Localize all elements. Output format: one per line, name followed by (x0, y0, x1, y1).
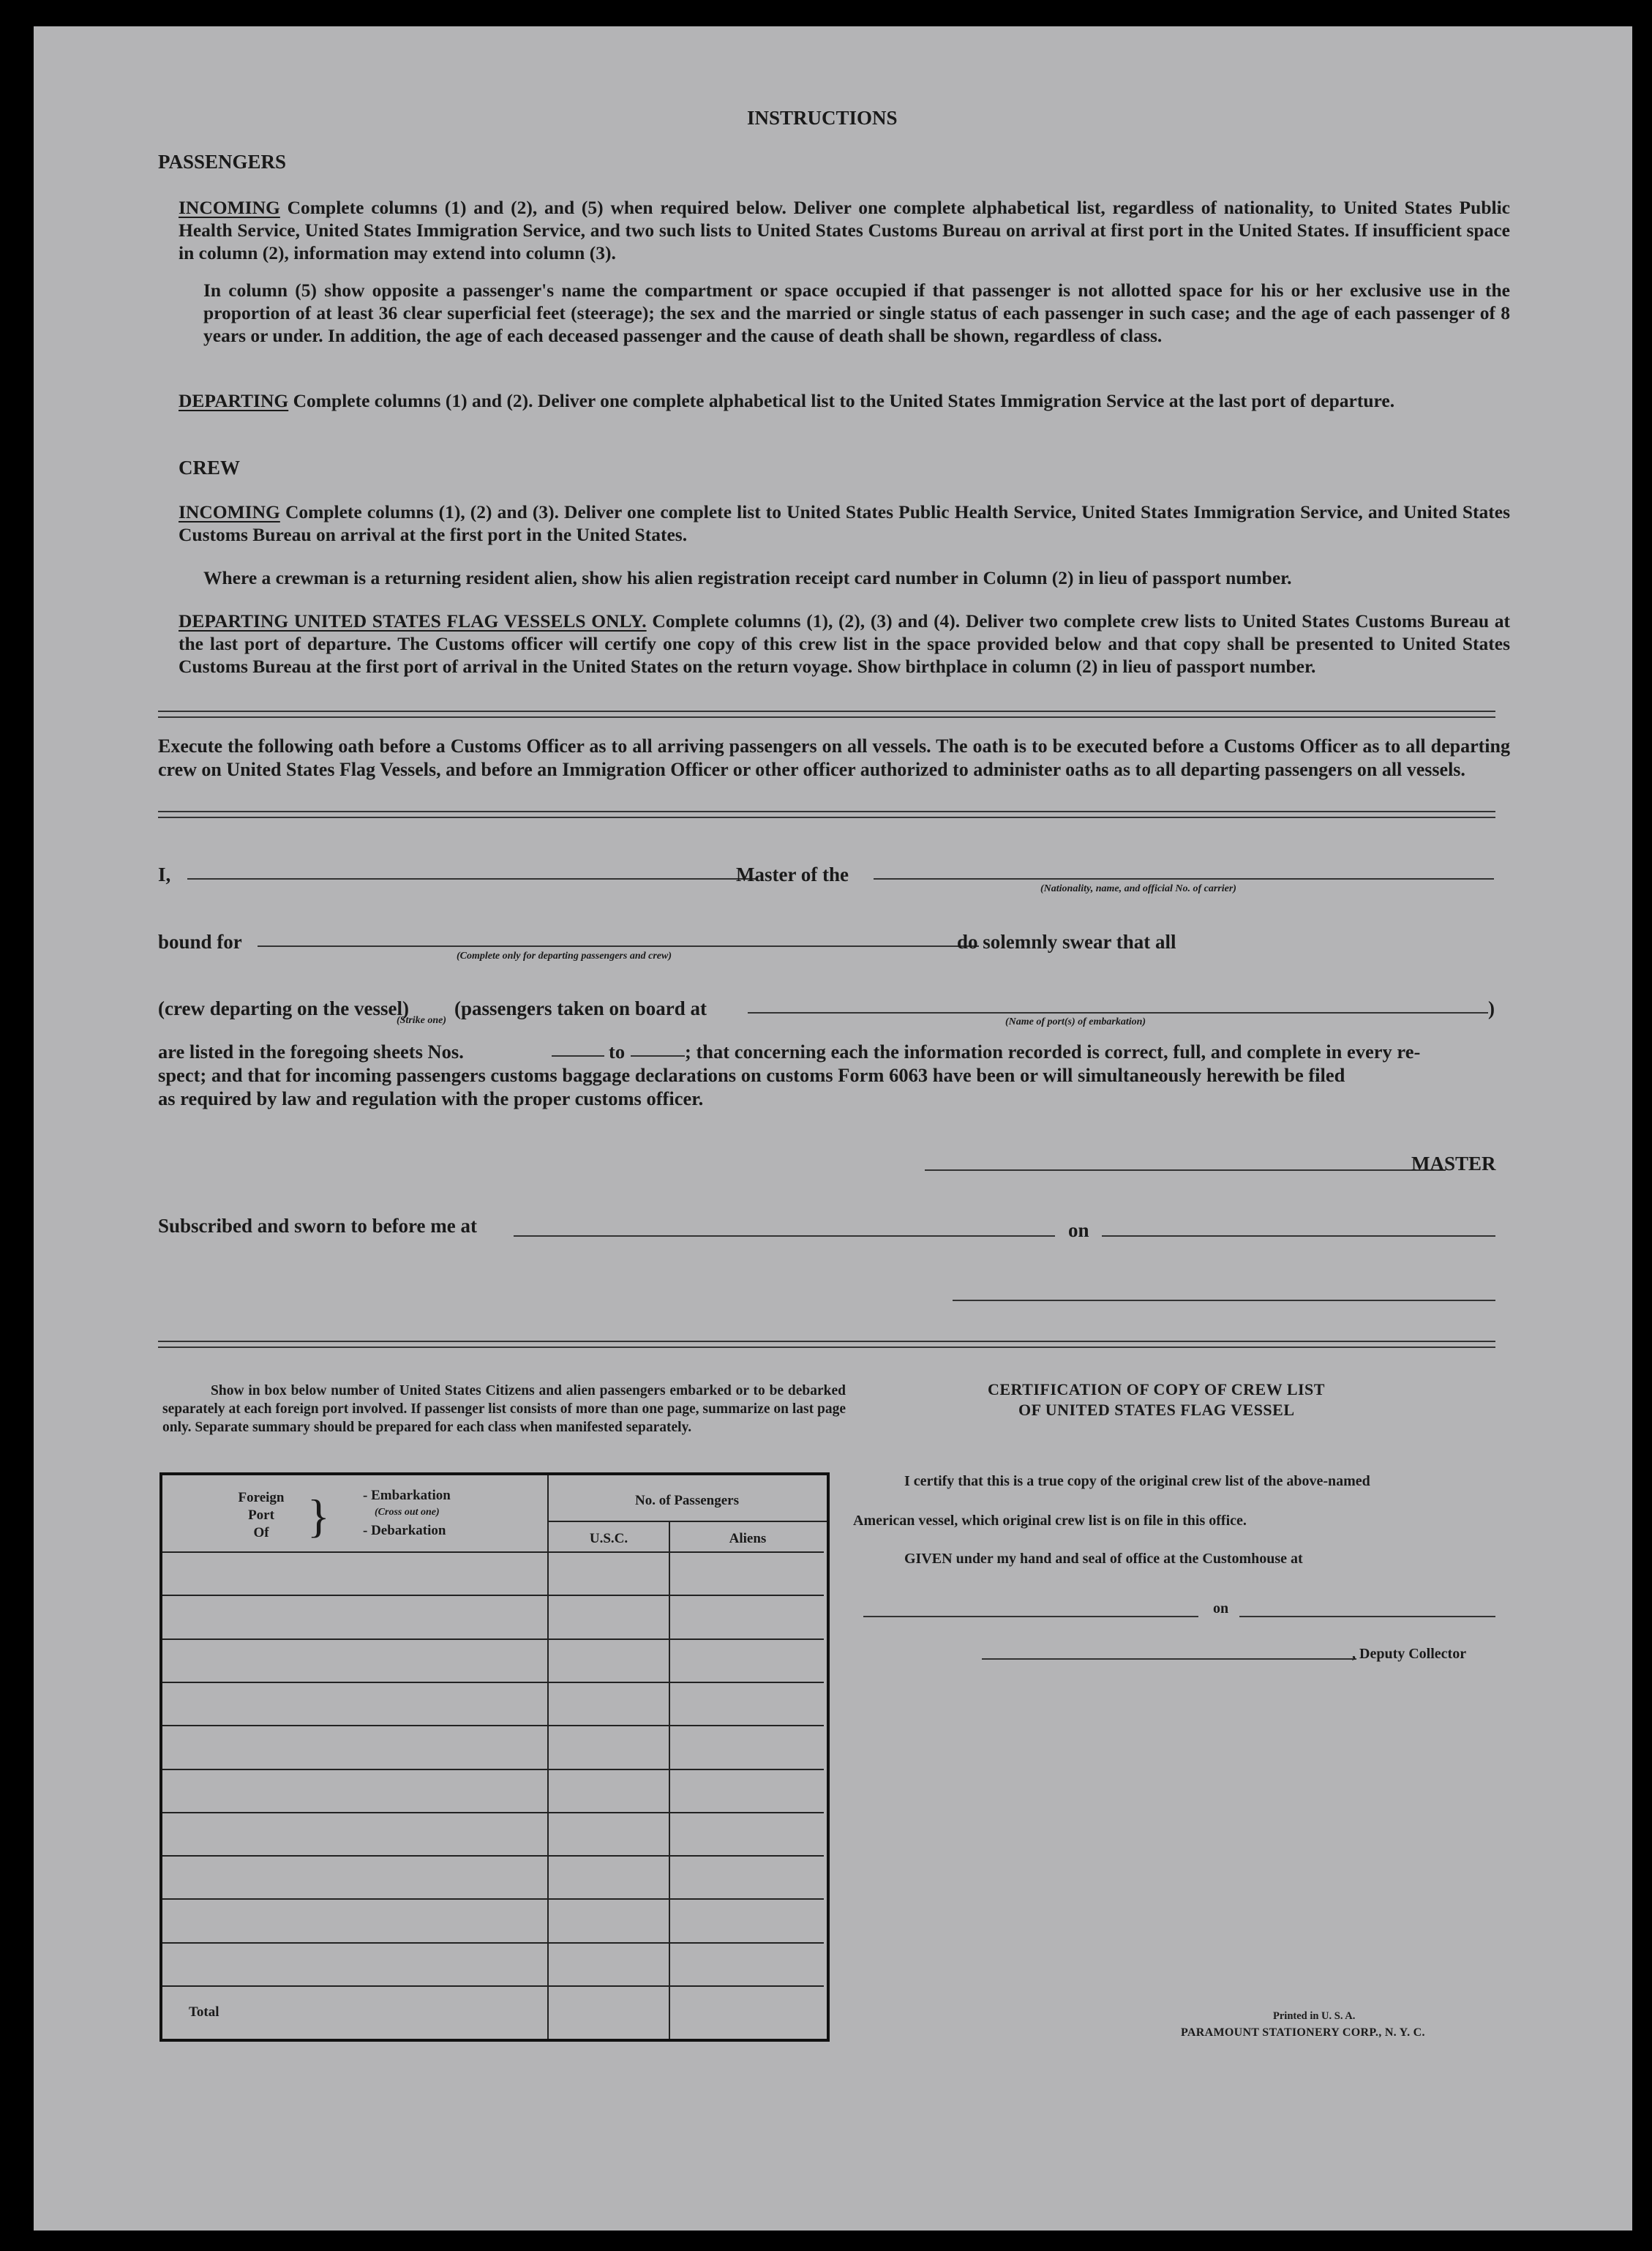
crew-resident-paragraph: Where a crewman is a returning resident alien, show his alien registration receipt card number in Column (2) in lieu of passport number. (203, 567, 1292, 588)
brace-icon: } (307, 1490, 330, 1542)
carrier-caption: (Nationality, name, and official No. of carrier) (1040, 883, 1236, 894)
printer-line-2: PARAMOUNT STATIONERY CORP., N. Y. C. (1181, 2026, 1425, 2039)
certification-title-2: OF UNITED STATES FLAG VESSEL (1018, 1401, 1295, 1419)
subscribed-label: Subscribed and sworn to before me at (158, 1215, 478, 1237)
header-of: Of (253, 1525, 269, 1540)
customhouse-field[interactable] (863, 1616, 1198, 1617)
oath-i-label: I, (158, 864, 171, 885)
port-caption: (Name of port(s) of embarkation) (1005, 1016, 1146, 1027)
table-row-line (162, 1812, 824, 1813)
table-row-line (162, 1942, 824, 1944)
passengers-heading: PASSENGERS (158, 151, 287, 173)
sheet-to-field[interactable] (631, 1055, 685, 1057)
close-paren: ) (1488, 997, 1495, 1019)
carrier-field[interactable] (874, 878, 1494, 880)
header-foreign: Foreign (238, 1490, 285, 1505)
passengers-departing-paragraph (179, 389, 1510, 412)
crew-departing-paragraph (179, 610, 1510, 678)
header-debarkation: - Debarkation (363, 1523, 446, 1538)
header-embarkation: - Embarkation (363, 1488, 451, 1503)
crew-departing-option: (crew departing on the vessel) (158, 997, 409, 1019)
lower-divider (158, 1341, 1495, 1348)
oath-instructions: Execute the following oath before a Customs Officer as to all arriving passengers on all vessels. The oath is to be executed before a Customs Officer as to all departing crew on United States Flag Vessels, and before an Immigration Officer or other officer authorized to administer oaths as to all departing passengers on all vessels. (158, 735, 1510, 780)
given-text: GIVEN under my hand and seal of office at the Customhouse at (904, 1551, 1303, 1567)
table-row-line (162, 1682, 824, 1683)
sworn-date-field[interactable] (1102, 1235, 1495, 1237)
crew-incoming-label: INCOMING (179, 501, 280, 523)
table-row-line (162, 1595, 824, 1596)
passengers-incoming-paragraph (179, 196, 1510, 264)
oath-line-2: spect; and that for incoming passengers customs baggage declarations on customs Form 6063 have been or will simultaneously herewith be filed (158, 1064, 1345, 1086)
header-port: Port (248, 1507, 274, 1523)
port-embarkation-field[interactable] (748, 1012, 1488, 1014)
sheet-from-field[interactable] (552, 1055, 604, 1057)
bound-for-field[interactable] (258, 945, 979, 947)
passengers-incoming-text: Complete columns (1) and (2), and (5) when required below. Deliver one complete alphabetical list, regardless of nationality, to United States Public Health Service, United States Immigration Service, and two such lists to United States Customs Bureau on arrival at first port in the United States. If insufficient space in column (2), information may extend into column (3). (179, 197, 1510, 263)
table-col-divider-2 (669, 1521, 670, 2039)
table-row-line (162, 1638, 824, 1640)
table-row-line (162, 1985, 824, 1987)
crew-incoming-paragraph (179, 501, 1510, 546)
table-row-line (162, 1551, 824, 1553)
sworn-on-label: on (1068, 1219, 1089, 1241)
master-name-field[interactable] (187, 878, 756, 880)
printer-line-1: Printed in U. S. A. (1273, 2010, 1356, 2022)
master-signature-field[interactable] (925, 1169, 1446, 1171)
strike-one-caption: (Strike one) (397, 1015, 447, 1026)
oath-divider (158, 811, 1495, 818)
officer-signature-field[interactable] (953, 1300, 1495, 1301)
sworn-place-field[interactable] (514, 1235, 1055, 1237)
passengers-departing-text: Complete columns (1) and (2). Deliver one complete alphabetical list to the United States Immigration Service at the last port of departure. (288, 390, 1395, 411)
oath-line-3: as required by law and regulation with the proper customs officer. (158, 1087, 704, 1109)
header-aliens: Aliens (729, 1531, 767, 1546)
crew-heading: CREW (179, 457, 241, 479)
passengers-column5-paragraph: In column (5) show opposite a passenger's name the compartment or space occupied if that passenger is not allotted space for his or her exclusive use in the proportion of at least 36 clear superficial feet (steerage); the sex and the married or single status of each passenger in such case; and the age of each passenger of 8 years or under. In addition, the age of each deceased passenger and the cause of death shall be shown, regardless of class. (203, 280, 1510, 346)
form-page (34, 26, 1632, 2231)
master-label: MASTER (1411, 1153, 1496, 1175)
table-row-line (162, 1898, 824, 1900)
table-row-line (162, 1769, 824, 1770)
table-header-split (547, 1521, 827, 1522)
total-label: Total (189, 2004, 219, 2020)
certification-date-field[interactable] (1239, 1616, 1495, 1617)
to-label: to (609, 1041, 626, 1063)
page-title: INSTRUCTIONS (747, 107, 898, 129)
master-of-label: Master of the (736, 864, 849, 885)
certify-line-1: I certify that this is a true copy of the original crew list of the above-named (904, 1473, 1370, 1489)
section-divider (158, 711, 1495, 718)
table-row-line (162, 1725, 824, 1726)
summary-instructions: Show in box below number of United States Citizens and alien passengers embarked or to be debarked separately at each foreign port involved. If passenger list consists of more than one page, summarize on last page only. Separate summary should be prepared for each class when manifested separately. (162, 1383, 846, 1435)
crew-departing-text: Complete columns (1), (2), (3) and (4). Deliver two complete crew lists to United States Customs Bureau at the last port of departure. The Customs officer will certify one copy of this crew list in the space provided below and that copy shall be presented to United States Customs Bureau at the first port of arrival in the United States on the return voyage. Show birthplace in column (2) in lieu of passport number. (179, 610, 1510, 677)
crew-incoming-text: Complete columns (1), (2) and (3). Deliver one complete list to United States Public Health Service, United States Immigration Service, and United States Customs Bureau on arrival at the first port in the United States. (179, 501, 1510, 545)
header-cross-out: (Cross out one) (375, 1507, 440, 1518)
table-col-divider-1 (547, 1475, 549, 2039)
certify-line-2: American vessel, which original crew list is on file in this office. (853, 1513, 1247, 1529)
crew-departing-label: DEPARTING UNITED STATES FLAG VESSELS ONLY. (179, 610, 647, 632)
passengers-option: (passengers taken on board at (454, 997, 707, 1019)
swear-label: do solemnly swear that all (957, 931, 1176, 953)
listed-label: are listed in the foregoing sheets Nos. (158, 1041, 464, 1063)
bound-for-label: bound for (158, 931, 242, 953)
bound-for-caption: (Complete only for departing passengers and crew) (457, 951, 672, 962)
header-usc: U.S.C. (589, 1531, 628, 1546)
certification-on-label: on (1213, 1600, 1229, 1617)
table-row-line (162, 1855, 824, 1857)
listed-rest: ; that concerning each the information recorded is correct, full, and complete in every re- (685, 1041, 1421, 1063)
passengers-incoming-label: INCOMING (179, 197, 280, 218)
header-no-passengers: No. of Passengers (635, 1493, 739, 1508)
passenger-summary-table (159, 1472, 830, 2042)
certification-title-1: CERTIFICATION OF COPY OF CREW LIST (988, 1380, 1325, 1398)
deputy-collector-label: , Deputy Collector (1352, 1646, 1467, 1662)
deputy-signature-field[interactable] (982, 1658, 1356, 1660)
passengers-departing-label: DEPARTING (179, 390, 289, 411)
